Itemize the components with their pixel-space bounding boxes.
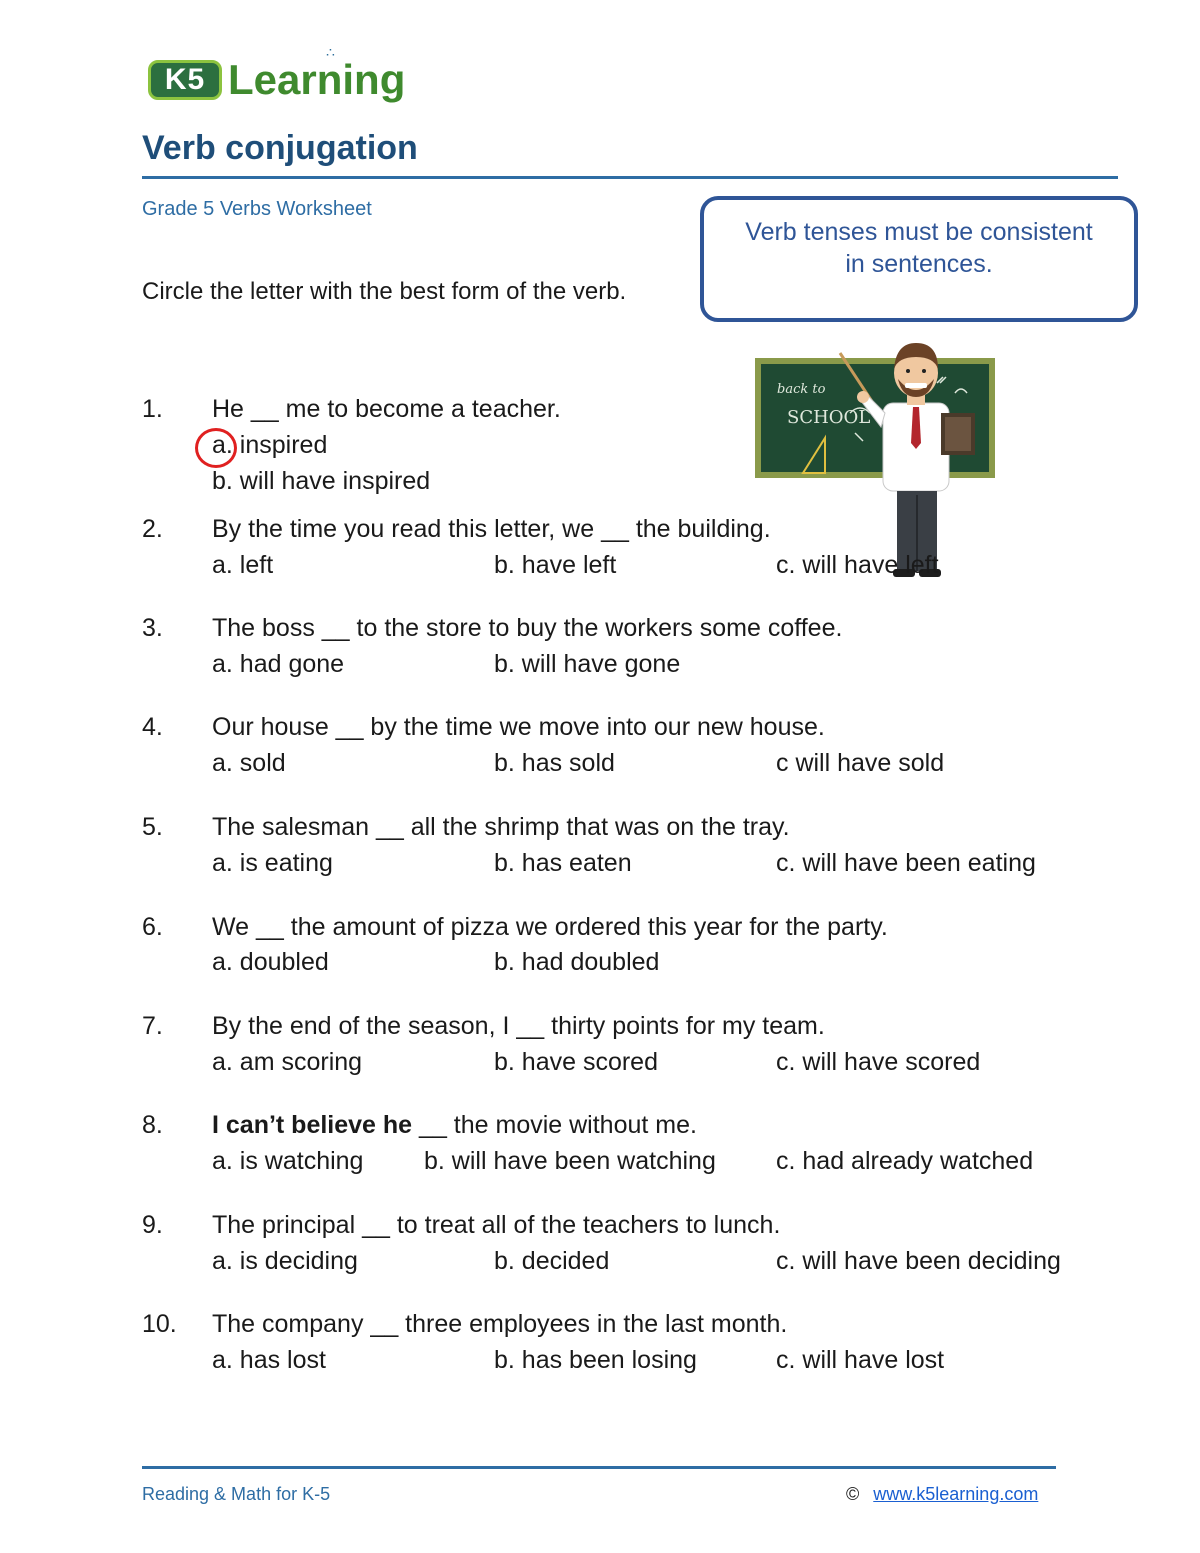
chalkboard-text-2: SCHOOL bbox=[787, 407, 871, 428]
option-a: a. is deciding bbox=[212, 1247, 358, 1275]
question-number: 7. bbox=[142, 1012, 163, 1040]
option-b: b. has sold bbox=[494, 749, 615, 777]
option-c: c. will have left bbox=[776, 551, 939, 579]
option-b: b. had doubled bbox=[494, 948, 660, 976]
option-c: c. will have been deciding bbox=[776, 1247, 1061, 1275]
question-stem: The boss __ to the store to buy the workers some coffee. bbox=[212, 614, 843, 642]
option-a: a. has lost bbox=[212, 1346, 326, 1374]
question-stem: Our house __ by the time we move into our new house. bbox=[212, 713, 825, 741]
question-stem bbox=[212, 1108, 697, 1142]
question-number: 3. bbox=[142, 614, 163, 642]
question-stem: The salesman __ all the shrimp that was on the tray. bbox=[212, 813, 790, 841]
option-c: c. will have scored bbox=[776, 1048, 981, 1076]
chalkboard-text-1: back to bbox=[777, 382, 826, 397]
question-stem-rest: __ the movie without me. bbox=[412, 1111, 697, 1139]
option-a: a. doubled bbox=[212, 948, 329, 976]
question-stem: By the time you read this letter, we __ the building. bbox=[212, 515, 771, 543]
option-b: b. have scored bbox=[494, 1048, 658, 1076]
option-b: b. has been losing bbox=[494, 1346, 697, 1374]
teacher-chalkboard-illustration bbox=[755, 333, 1005, 580]
footer-tagline: Reading & Math for K-5 bbox=[142, 1484, 331, 1504]
logo-wordmark: Learning bbox=[228, 56, 406, 103]
instructions: Circle the letter with the best form of the verb. bbox=[142, 278, 627, 305]
option-a: a. had gone bbox=[212, 650, 345, 678]
tip-line-1: Verb tenses must be consistent bbox=[745, 218, 1093, 246]
question-number: 8. bbox=[142, 1111, 163, 1139]
question-number: 2. bbox=[142, 515, 163, 543]
option-b: b. has eaten bbox=[494, 849, 632, 877]
k5-learning-logo bbox=[148, 44, 408, 112]
question-stem: By the end of the season, I __ thirty points for my team. bbox=[212, 1012, 825, 1040]
page-title: Verb conjugation bbox=[142, 129, 418, 167]
tip-box bbox=[700, 196, 1138, 322]
question-stem: The company __ three employees in the last month. bbox=[212, 1310, 788, 1338]
option-b: b. decided bbox=[494, 1247, 610, 1275]
option-c: c. had already watched bbox=[776, 1147, 1034, 1175]
footer-divider bbox=[142, 1466, 1056, 1469]
question-stem: He __ me to become a teacher. bbox=[212, 395, 561, 423]
question-number: 9. bbox=[142, 1211, 163, 1239]
question-stem: We __ the amount of pizza we ordered this year for the party. bbox=[212, 913, 888, 941]
option-a: a. am scoring bbox=[212, 1048, 363, 1076]
option-a: a. sold bbox=[212, 749, 286, 777]
logo-sparkle-icon: ∴ bbox=[326, 44, 337, 60]
option-c: c will have sold bbox=[776, 749, 945, 777]
tip-line-2: in sentences. bbox=[845, 250, 993, 278]
question-number: 10. bbox=[142, 1310, 177, 1338]
logo-k5-badge: K5 bbox=[148, 60, 222, 100]
option-b: b. will have been watching bbox=[424, 1147, 716, 1175]
option-b: b. have left bbox=[494, 551, 617, 579]
question-stem: The principal __ to treat all of the teachers to lunch. bbox=[212, 1211, 781, 1239]
question-number: 6. bbox=[142, 913, 163, 941]
question-number: 1. bbox=[142, 395, 163, 423]
option-b: b. will have gone bbox=[494, 650, 681, 678]
question-number: 5. bbox=[142, 813, 163, 841]
option-a: a. left bbox=[212, 551, 274, 579]
title-divider bbox=[142, 176, 1118, 179]
option-a: a. is watching bbox=[212, 1147, 364, 1175]
footer-website-link[interactable]: www.k5learning.com bbox=[873, 1484, 1039, 1504]
option-a: a. inspired bbox=[212, 431, 328, 459]
option-c: c. will have lost bbox=[776, 1346, 945, 1374]
footer-copyright bbox=[846, 1482, 1038, 1506]
option-a: a. is eating bbox=[212, 849, 333, 877]
option-c: c. will have been eating bbox=[776, 849, 1036, 877]
question-number: 4. bbox=[142, 713, 163, 741]
copyright-icon: © bbox=[846, 1484, 860, 1504]
option-b: b. will have inspired bbox=[212, 467, 431, 495]
question-stem-bold: I can’t believe he bbox=[212, 1111, 413, 1139]
page-subtitle: Grade 5 Verbs Worksheet bbox=[142, 198, 372, 220]
